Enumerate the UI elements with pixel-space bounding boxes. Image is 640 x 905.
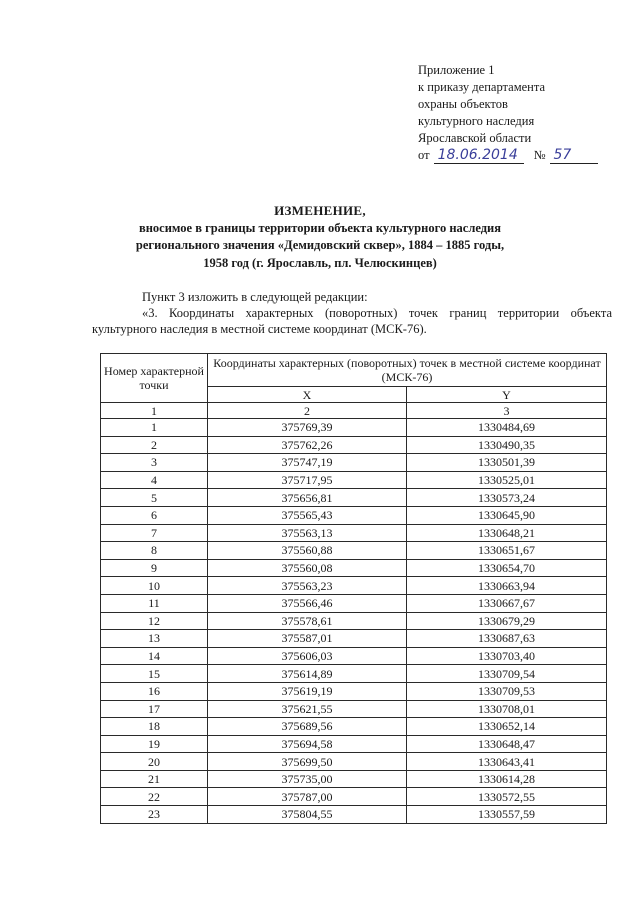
table-row bbox=[101, 524, 607, 542]
point-number-cell: 20 bbox=[101, 753, 208, 771]
intro-paragraph-1: Пункт 3 изложить в следующей редакции: bbox=[142, 290, 368, 304]
table-row bbox=[101, 735, 607, 753]
y-coordinate-cell: 1330651,67 bbox=[407, 542, 607, 560]
x-coordinate-cell: 375587,01 bbox=[208, 630, 407, 648]
title-main: ИЗМЕНЕНИЕ, bbox=[274, 203, 366, 218]
y-coordinate-cell: 1330573,24 bbox=[407, 489, 607, 507]
table-row bbox=[101, 647, 607, 665]
column-index-3: 3 bbox=[407, 403, 607, 419]
y-coordinate-cell: 1330709,54 bbox=[407, 665, 607, 683]
x-coordinate-cell: 375787,00 bbox=[208, 788, 407, 806]
x-coordinate-cell: 375694,58 bbox=[208, 735, 407, 753]
table-row bbox=[101, 700, 607, 718]
point-number-cell: 6 bbox=[101, 506, 208, 524]
table-row bbox=[101, 419, 607, 437]
y-coordinate-cell: 1330709,53 bbox=[407, 682, 607, 700]
x-coordinate-cell: 375747,19 bbox=[208, 454, 407, 472]
x-coordinate-cell: 375717,95 bbox=[208, 471, 407, 489]
table-row bbox=[101, 770, 607, 788]
y-coordinate-cell: 1330643,41 bbox=[407, 753, 607, 771]
y-coordinate-cell: 1330654,70 bbox=[407, 559, 607, 577]
appendix-block bbox=[418, 62, 618, 164]
table-body bbox=[101, 419, 607, 824]
x-coordinate-cell: 375689,56 bbox=[208, 718, 407, 736]
x-coordinate-cell: 375619,19 bbox=[208, 682, 407, 700]
y-coordinate-cell: 1330557,59 bbox=[407, 806, 607, 824]
table-row bbox=[101, 665, 607, 683]
handwritten-date: 18.06.2014 bbox=[434, 147, 524, 164]
y-coordinate-cell: 1330648,21 bbox=[407, 524, 607, 542]
table-row bbox=[101, 489, 607, 507]
point-number-cell: 10 bbox=[101, 577, 208, 595]
column-index-1: 1 bbox=[101, 403, 208, 419]
number-label: № bbox=[533, 148, 546, 162]
from-label: от bbox=[418, 148, 430, 162]
title-line: 1958 год (г. Ярославль, пл. Челюскинцев) bbox=[203, 255, 437, 270]
document-title bbox=[96, 202, 544, 272]
point-number-cell: 16 bbox=[101, 682, 208, 700]
table-row bbox=[101, 471, 607, 489]
y-coordinate-cell: 1330645,90 bbox=[407, 506, 607, 524]
x-coordinate-cell: 375762,26 bbox=[208, 436, 407, 454]
y-coordinate-cell: 1330663,94 bbox=[407, 577, 607, 595]
table-row bbox=[101, 594, 607, 612]
y-coordinate-cell: 1330687,63 bbox=[407, 630, 607, 648]
y-coordinate-cell: 1330525,01 bbox=[407, 471, 607, 489]
x-coordinate-cell: 375606,03 bbox=[208, 647, 407, 665]
point-number-cell: 7 bbox=[101, 524, 208, 542]
header-coordinates: Координаты характерных (поворотных) точек в местной системе координат (МСК-76) bbox=[208, 354, 607, 387]
x-coordinate-cell: 375699,50 bbox=[208, 753, 407, 771]
point-number-cell: 13 bbox=[101, 630, 208, 648]
table-row bbox=[101, 612, 607, 630]
y-coordinate-cell: 1330490,35 bbox=[407, 436, 607, 454]
table-row bbox=[101, 506, 607, 524]
table-row bbox=[101, 718, 607, 736]
handwritten-number: 57 bbox=[550, 147, 598, 164]
x-coordinate-cell: 375560,08 bbox=[208, 559, 407, 577]
y-coordinate-cell: 1330679,29 bbox=[407, 612, 607, 630]
appendix-line: к приказу департамента bbox=[418, 80, 546, 94]
table-row bbox=[101, 682, 607, 700]
appendix-line: Приложение 1 bbox=[418, 63, 495, 77]
y-coordinate-cell: 1330652,14 bbox=[407, 718, 607, 736]
table-row bbox=[101, 559, 607, 577]
table-row bbox=[101, 436, 607, 454]
x-coordinate-cell: 375563,23 bbox=[208, 577, 407, 595]
x-coordinate-cell: 375656,81 bbox=[208, 489, 407, 507]
header-x: X bbox=[208, 387, 407, 403]
x-coordinate-cell: 375578,61 bbox=[208, 612, 407, 630]
y-coordinate-cell: 1330667,67 bbox=[407, 594, 607, 612]
table-row bbox=[101, 454, 607, 472]
point-number-cell: 12 bbox=[101, 612, 208, 630]
point-number-cell: 22 bbox=[101, 788, 208, 806]
y-coordinate-cell: 1330648,47 bbox=[407, 735, 607, 753]
coordinates-table bbox=[100, 353, 607, 824]
point-number-cell: 23 bbox=[101, 806, 208, 824]
y-coordinate-cell: 1330501,39 bbox=[407, 454, 607, 472]
point-number-cell: 2 bbox=[101, 436, 208, 454]
x-coordinate-cell: 375621,55 bbox=[208, 700, 407, 718]
header-point-number: Номер характерной точки bbox=[101, 354, 208, 403]
point-number-cell: 5 bbox=[101, 489, 208, 507]
y-coordinate-cell: 1330703,40 bbox=[407, 647, 607, 665]
x-coordinate-cell: 375563,13 bbox=[208, 524, 407, 542]
point-number-cell: 4 bbox=[101, 471, 208, 489]
point-number-cell: 14 bbox=[101, 647, 208, 665]
point-number-cell: 15 bbox=[101, 665, 208, 683]
column-index-2: 2 bbox=[208, 403, 407, 419]
appendix-line: Ярославской области bbox=[418, 131, 532, 145]
y-coordinate-cell: 1330572,55 bbox=[407, 788, 607, 806]
table-row bbox=[101, 577, 607, 595]
appendix-line: охраны объектов bbox=[418, 97, 508, 111]
point-number-cell: 17 bbox=[101, 700, 208, 718]
y-coordinate-cell: 1330708,01 bbox=[407, 700, 607, 718]
x-coordinate-cell: 375614,89 bbox=[208, 665, 407, 683]
point-number-cell: 9 bbox=[101, 559, 208, 577]
point-number-cell: 18 bbox=[101, 718, 208, 736]
point-number-cell: 1 bbox=[101, 419, 208, 437]
x-coordinate-cell: 375566,46 bbox=[208, 594, 407, 612]
y-coordinate-cell: 1330484,69 bbox=[407, 419, 607, 437]
point-number-cell: 11 bbox=[101, 594, 208, 612]
appendix-line: культурного наследия bbox=[418, 114, 535, 128]
order-date-number-line bbox=[418, 147, 618, 164]
x-coordinate-cell: 375804,55 bbox=[208, 806, 407, 824]
point-number-cell: 8 bbox=[101, 542, 208, 560]
header-y: Y bbox=[407, 387, 607, 403]
x-coordinate-cell: 375565,43 bbox=[208, 506, 407, 524]
point-number-cell: 3 bbox=[101, 454, 208, 472]
table-row bbox=[101, 788, 607, 806]
intro-paragraph-2: «3. Координаты характерных (поворотных) точек границ территории объекта культурного наследия в местной системе координат (МСК-76). bbox=[92, 306, 612, 336]
table-row bbox=[101, 753, 607, 771]
title-line: регионального значения «Демидовский сквер», 1884 – 1885 годы, bbox=[135, 238, 505, 252]
x-coordinate-cell: 375560,88 bbox=[208, 542, 407, 560]
point-number-cell: 21 bbox=[101, 770, 208, 788]
intro-text bbox=[92, 289, 612, 337]
x-coordinate-cell: 375769,39 bbox=[208, 419, 407, 437]
point-number-cell: 19 bbox=[101, 735, 208, 753]
table-row bbox=[101, 630, 607, 648]
y-coordinate-cell: 1330614,28 bbox=[407, 770, 607, 788]
table-row bbox=[101, 542, 607, 560]
table-row bbox=[101, 806, 607, 824]
x-coordinate-cell: 375735,00 bbox=[208, 770, 407, 788]
title-line: вносимое в границы территории объекта культурного наследия bbox=[138, 220, 502, 235]
